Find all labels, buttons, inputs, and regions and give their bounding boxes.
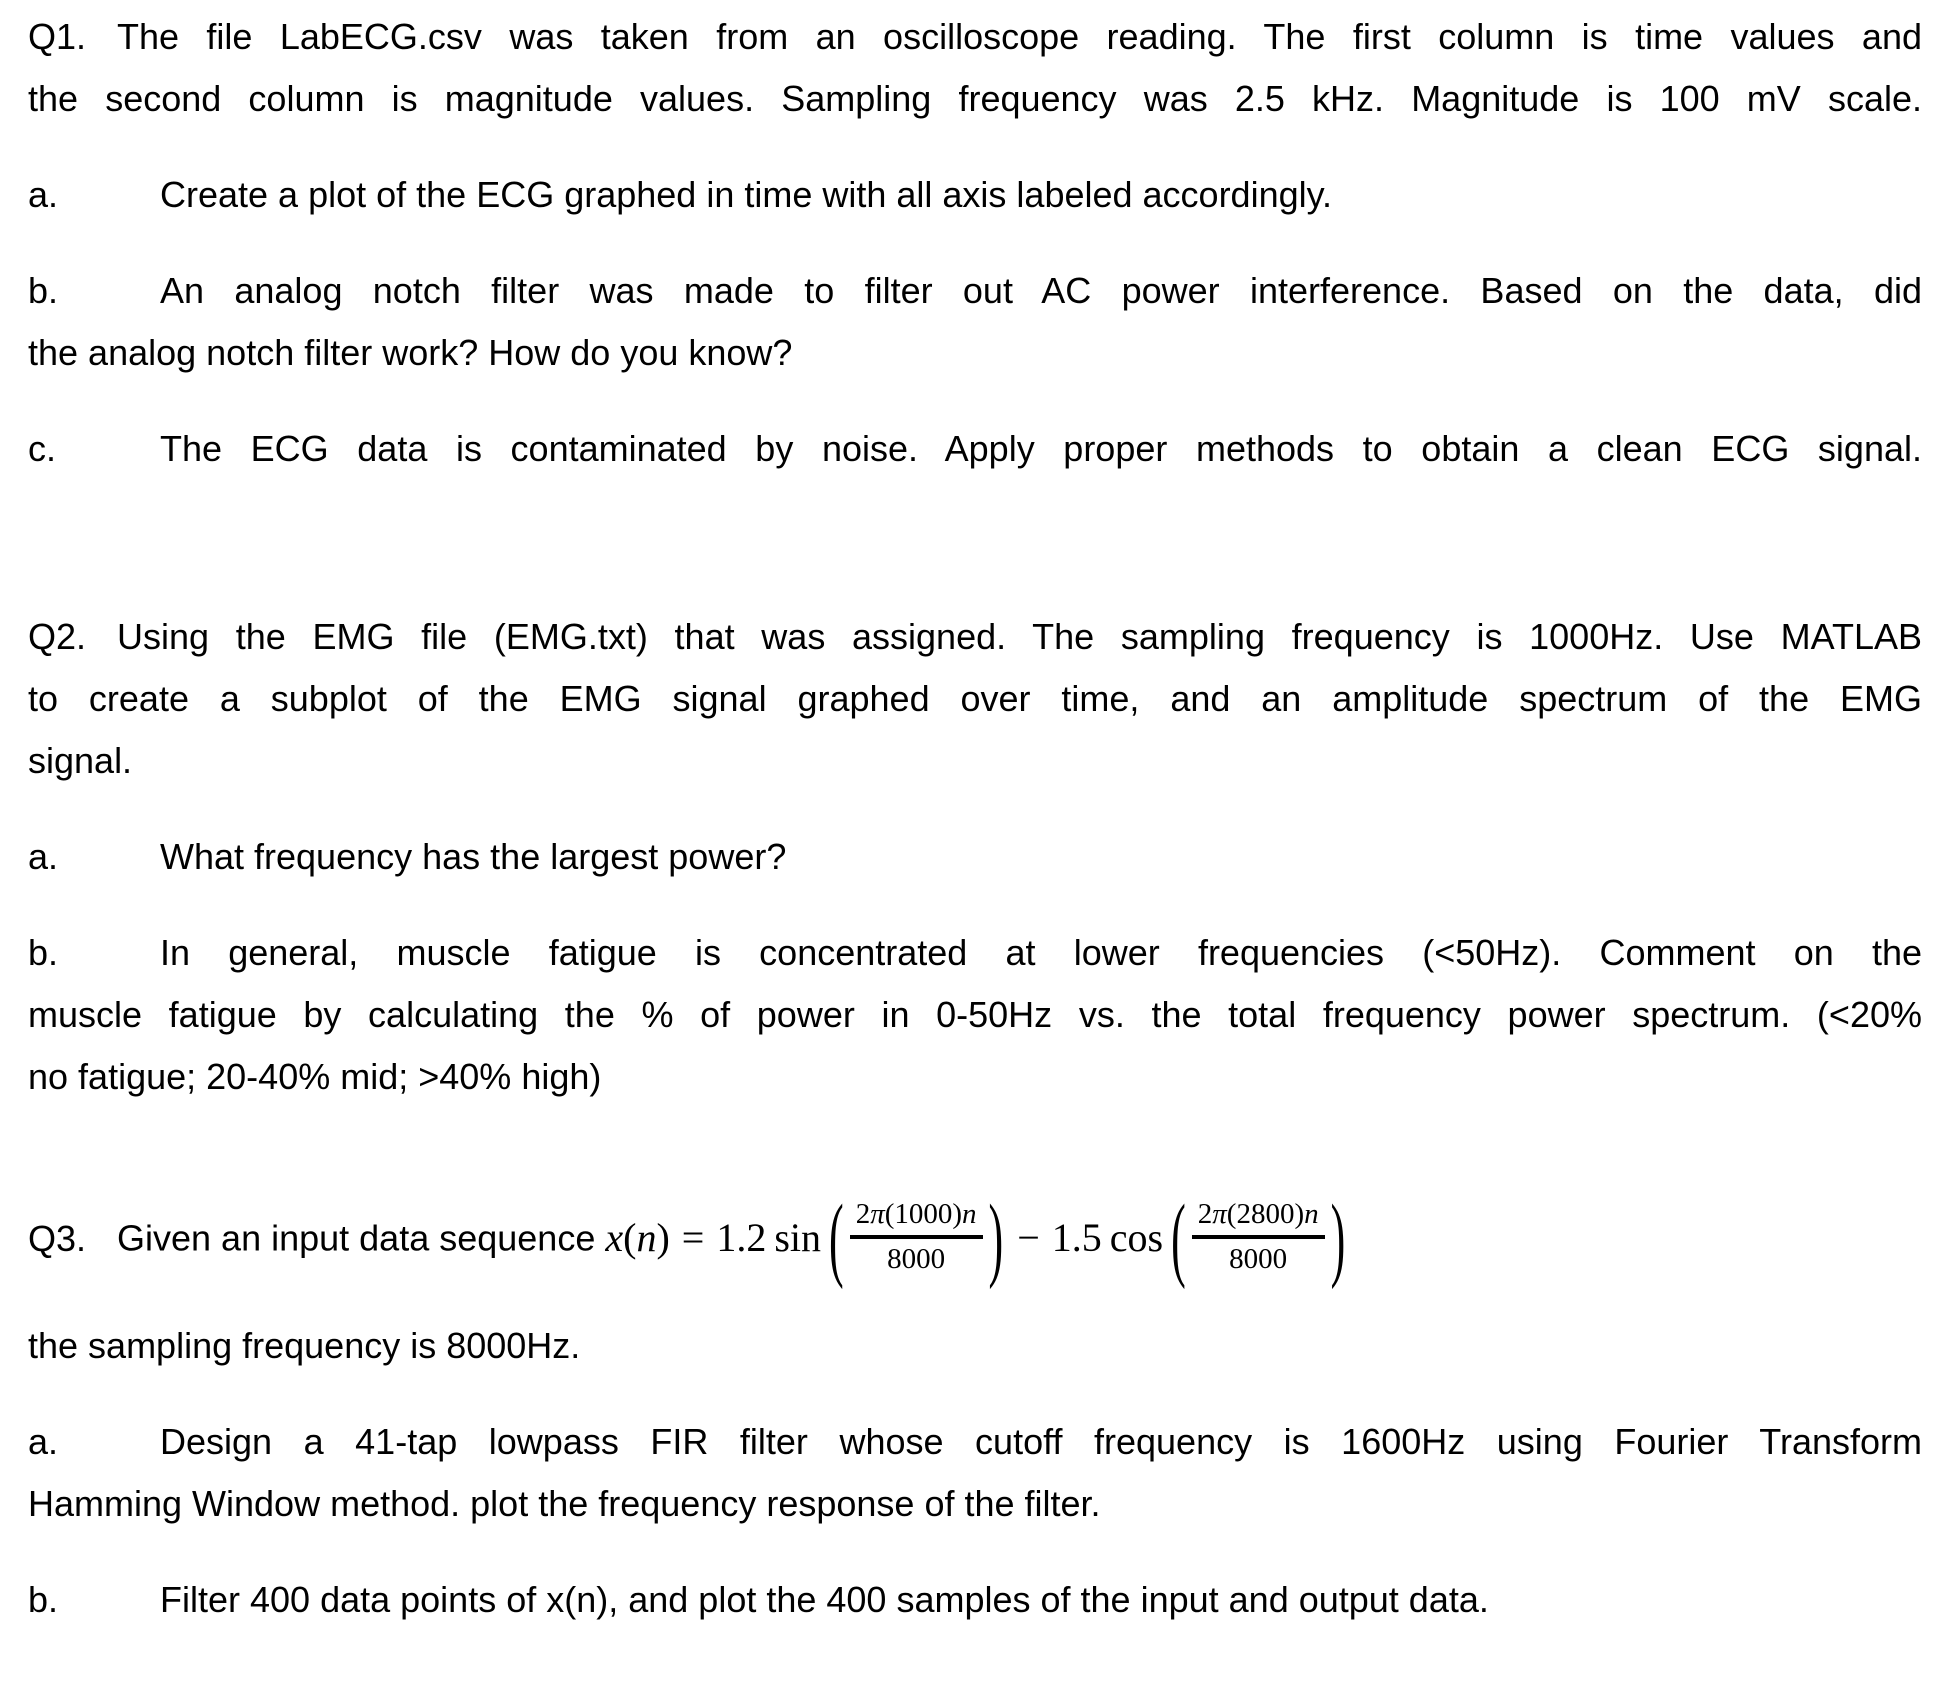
q1-item-a: [28, 164, 1922, 226]
num-coef: 2: [1197, 1198, 1213, 1230]
fraction-numerator: [850, 1198, 983, 1239]
q1-item-c: [28, 418, 1922, 480]
text-line: [28, 826, 1922, 888]
text-line: [28, 730, 1922, 792]
math-var-x: x: [605, 1214, 624, 1260]
q3-continuation-paragraph: [28, 1315, 1922, 1377]
num-pi: π: [1212, 1198, 1227, 1230]
line-text: In general, muscle fatigue is concentrated at lower frequencies (<50Hz). Comment on the: [160, 932, 1922, 973]
blank-line: [28, 514, 1922, 606]
math-equals: =: [681, 1214, 705, 1260]
line-text: muscle fatigue by calculating the % of power in 0-50Hz vs. the total frequency power spectrum. (<20%: [28, 994, 1922, 1035]
text-line: [28, 6, 1922, 68]
line-text: the analog notch filter work? How do you know?: [28, 332, 793, 373]
big-paren-close: ): [1330, 1185, 1346, 1291]
line-text: signal.: [28, 740, 133, 781]
q2-intro-paragraph: [28, 606, 1922, 792]
num-freq: (2800): [1226, 1198, 1305, 1230]
list-marker: b.: [28, 932, 59, 973]
big-paren-close: ): [988, 1185, 1004, 1291]
text-line: [28, 1046, 1922, 1108]
text-line: [28, 1569, 1922, 1631]
list-marker: a.: [28, 1420, 59, 1462]
math-function-sin: sin: [774, 1214, 822, 1260]
line-text: Design a 41-tap lowpass FIR filter whose cutoff frequency is 1600Hz using Fourier Transform: [160, 1420, 1922, 1462]
fraction: [850, 1198, 983, 1277]
text-line: [28, 164, 1922, 226]
blank-line: [28, 1142, 1922, 1202]
q2-item-b: [28, 922, 1922, 1108]
text-line: [28, 1473, 1922, 1535]
num-freq: (1000): [884, 1198, 963, 1230]
q1-intro-paragraph: [28, 6, 1922, 130]
text-line: [28, 1411, 1922, 1473]
text-line: [28, 984, 1922, 1046]
text-line: [28, 260, 1922, 322]
text-line: [28, 606, 1922, 668]
line-text: The ECG data is contaminated by noise. Apply proper methods to obtain a clean ECG signal.: [160, 428, 1922, 469]
line-text: What frequency has the largest power?: [160, 836, 787, 877]
line-text: Create a plot of the ECG graphed in time with all axis labeled accordingly.: [160, 174, 1332, 215]
fraction: [1192, 1198, 1325, 1277]
list-marker: c.: [28, 428, 57, 469]
q2-item-a: [28, 826, 1922, 888]
num-pi: π: [870, 1198, 885, 1230]
line-text: no fatigue; 20-40% mid; >40% high): [28, 1056, 602, 1097]
line-text: the sampling frequency is 8000Hz.: [28, 1324, 581, 1366]
list-marker: b.: [28, 270, 59, 311]
math-var-n: n: [636, 1214, 657, 1260]
line-text: The file LabECG.csv was taken from an oscilloscope reading. The first column is time values and: [117, 16, 1922, 57]
q3-intro-formula-paragraph: [28, 1185, 1922, 1291]
fraction-numerator: [1192, 1198, 1325, 1239]
math-coefficient: 1.5: [1051, 1214, 1102, 1260]
math-paren: ): [656, 1214, 670, 1260]
list-marker: a.: [28, 836, 59, 877]
line-text: to create a subplot of the EMG signal graphed over time, and an amplitude spectrum of the EMG: [28, 678, 1922, 719]
text-line: [28, 322, 1922, 384]
list-marker: a.: [28, 174, 59, 215]
big-paren-open: (: [1171, 1185, 1186, 1291]
math-coefficient: 1.2: [716, 1214, 767, 1260]
q1-item-b: [28, 260, 1922, 384]
line-text: Using the EMG file (EMG.txt) that was assigned. The sampling frequency is 1000Hz. Use MATLAB: [117, 616, 1922, 657]
math-function-cos: cos: [1109, 1214, 1164, 1260]
math-formula: [605, 1185, 1347, 1291]
text-line: [28, 668, 1922, 730]
q3-item-b: [28, 1569, 1922, 1631]
line-text: the second column is magnitude values. Sampling frequency was 2.5 kHz. Magnitude is 100 mV scale.: [28, 78, 1922, 119]
line-text: An analog notch filter was made to filter out AC power interference. Based on the data, did: [160, 270, 1922, 311]
line-text: Given an input data sequence: [117, 1217, 596, 1259]
text-line: [28, 922, 1922, 984]
text-line: [28, 418, 1922, 480]
num-var: n: [962, 1198, 977, 1230]
math-minus: −: [1017, 1214, 1040, 1260]
list-marker: Q3.: [28, 1217, 87, 1259]
num-coef: 2: [855, 1198, 871, 1230]
text-line: [28, 1185, 1922, 1291]
list-marker: Q1.: [28, 16, 87, 57]
fraction-denominator: 8000: [1229, 1243, 1288, 1276]
math-paren: (: [623, 1214, 637, 1260]
fraction-denominator: 8000: [887, 1243, 946, 1276]
text-line: [28, 68, 1922, 130]
big-paren-open: (: [829, 1185, 844, 1291]
list-marker: Q2.: [28, 616, 87, 657]
num-var: n: [1304, 1198, 1319, 1230]
list-marker: b.: [28, 1578, 59, 1620]
q3-item-a: [28, 1411, 1922, 1535]
line-text: Filter 400 data points of x(n), and plot the 400 samples of the input and output data.: [160, 1578, 1489, 1620]
text-line: [28, 1315, 1922, 1377]
line-text: Hamming Window method. plot the frequency response of the filter.: [28, 1482, 1101, 1524]
